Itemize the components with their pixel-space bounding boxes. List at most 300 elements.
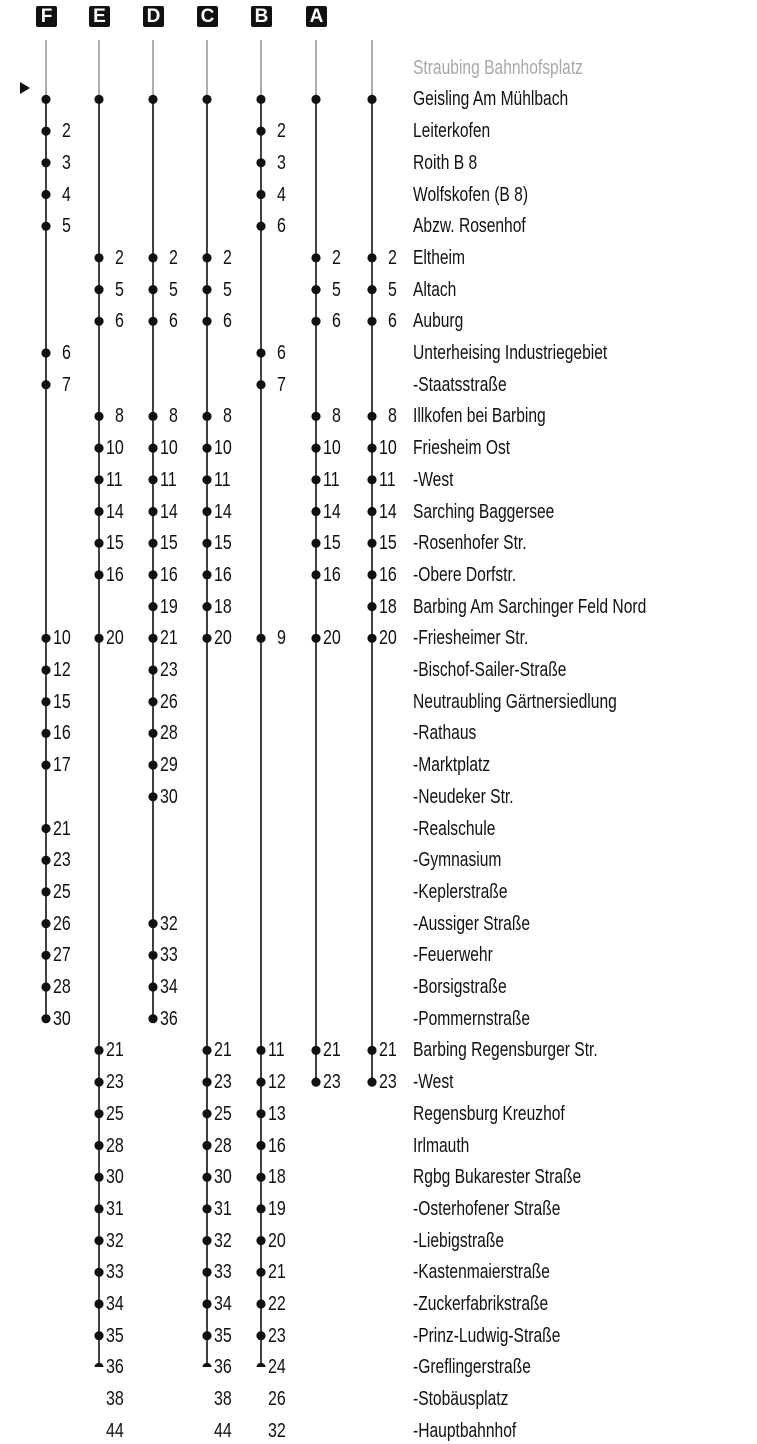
travel-time: 8 bbox=[332, 405, 341, 428]
travel-time: 15 bbox=[160, 532, 178, 555]
travel-time: 25 bbox=[106, 1102, 124, 1125]
stop-dot bbox=[256, 1299, 265, 1308]
stop-name: -Kastenmaierstraße bbox=[413, 1261, 550, 1284]
travel-time: 6 bbox=[388, 310, 397, 333]
stop-dot bbox=[202, 285, 211, 294]
travel-time: 44 bbox=[214, 1419, 232, 1442]
travel-time: 20 bbox=[379, 627, 397, 650]
stop-name: Rgbg Bukarester Straße bbox=[413, 1166, 582, 1189]
travel-time: 32 bbox=[214, 1229, 232, 1252]
stop-dot bbox=[311, 1046, 320, 1055]
stop-dot bbox=[41, 190, 50, 199]
stop-dot bbox=[367, 1046, 376, 1055]
travel-time: 27 bbox=[53, 944, 71, 967]
route-badge-d: D bbox=[143, 6, 164, 27]
travel-time: 6 bbox=[223, 310, 232, 333]
travel-time: 20 bbox=[268, 1229, 286, 1252]
stop-name: Straubing Bahnhofsplatz bbox=[413, 56, 583, 79]
travel-time: 10 bbox=[53, 627, 71, 650]
travel-time: 28 bbox=[214, 1134, 232, 1157]
stop-dot bbox=[367, 95, 376, 104]
stop-dot bbox=[256, 127, 265, 136]
travel-time: 21 bbox=[323, 1039, 341, 1062]
travel-time: 15 bbox=[379, 532, 397, 555]
travel-time: 5 bbox=[62, 215, 71, 238]
stop-dot bbox=[202, 1141, 211, 1150]
stop-dot bbox=[367, 253, 376, 262]
travel-time: 23 bbox=[379, 1071, 397, 1094]
stop-dot bbox=[202, 95, 211, 104]
stop-dot bbox=[311, 507, 320, 516]
stop-name: -West bbox=[413, 1071, 454, 1094]
travel-time: 30 bbox=[160, 785, 178, 808]
stop-dot bbox=[367, 539, 376, 548]
travel-time: 14 bbox=[106, 500, 124, 523]
stop-name: -Rosenhofer Str. bbox=[413, 532, 527, 555]
stop-dot bbox=[148, 507, 157, 516]
stop-dot bbox=[256, 1141, 265, 1150]
current-stop-marker bbox=[20, 82, 30, 94]
stop-name: Auburg bbox=[413, 310, 464, 333]
stop-name: Barbing Regensburger Str. bbox=[413, 1039, 598, 1062]
stop-dot bbox=[202, 539, 211, 548]
travel-time: 32 bbox=[106, 1229, 124, 1252]
travel-time: 22 bbox=[268, 1293, 286, 1315]
stop-dot bbox=[41, 380, 50, 389]
stop-dot bbox=[367, 317, 376, 326]
stop-name: Abzw. Rosenhof bbox=[413, 215, 526, 238]
stop-dot bbox=[148, 444, 157, 453]
stop-dot bbox=[256, 1109, 265, 1118]
travel-time: 9 bbox=[277, 627, 286, 650]
travel-time: 10 bbox=[323, 437, 341, 460]
travel-time: 24 bbox=[268, 1356, 286, 1379]
travel-time: 6 bbox=[115, 310, 124, 333]
stop-dot bbox=[202, 634, 211, 643]
stop-name: -Borsigstraße bbox=[413, 976, 507, 998]
stop-dot bbox=[94, 1236, 103, 1245]
travel-time: 30 bbox=[53, 1007, 71, 1030]
travel-time: 23 bbox=[268, 1324, 286, 1347]
stop-dot bbox=[256, 1078, 265, 1087]
route-badge-f: F bbox=[36, 6, 57, 27]
stop-dot bbox=[256, 1236, 265, 1245]
travel-time: 35 bbox=[214, 1324, 232, 1347]
stop-name: -Stobäusplatz bbox=[413, 1388, 509, 1411]
stop-dot bbox=[256, 158, 265, 167]
stop-dot bbox=[256, 1046, 265, 1055]
stop-dot bbox=[148, 253, 157, 262]
stop-dot bbox=[367, 444, 376, 453]
stop-dot bbox=[311, 444, 320, 453]
stop-dot bbox=[41, 761, 50, 770]
stop-dot bbox=[367, 475, 376, 484]
stop-dot bbox=[94, 95, 103, 104]
travel-time: 32 bbox=[160, 912, 178, 935]
stop-dot bbox=[367, 602, 376, 611]
stop-dot bbox=[41, 729, 50, 738]
travel-time: 14 bbox=[214, 500, 232, 523]
travel-time: 44 bbox=[106, 1419, 124, 1442]
stop-dot bbox=[94, 317, 103, 326]
stop-dot bbox=[311, 539, 320, 548]
travel-time: 2 bbox=[62, 120, 71, 143]
route-badge-b: B bbox=[251, 6, 272, 27]
stop-name: -Liebigstraße bbox=[413, 1229, 505, 1252]
stop-dot bbox=[148, 412, 157, 421]
stop-dot bbox=[148, 761, 157, 770]
stop-dot bbox=[94, 1268, 103, 1277]
stop-name: -Staatsstraße bbox=[413, 373, 507, 396]
stop-name: Eltheim bbox=[413, 246, 466, 269]
stop-dot bbox=[256, 1331, 265, 1340]
travel-time: 28 bbox=[106, 1134, 124, 1157]
travel-time: 15 bbox=[106, 532, 124, 555]
stop-dot bbox=[202, 602, 211, 611]
stop-dot bbox=[311, 634, 320, 643]
travel-time: 11 bbox=[106, 468, 123, 491]
stop-dot bbox=[94, 253, 103, 262]
travel-time: 12 bbox=[53, 659, 71, 681]
travel-time: 32 bbox=[268, 1419, 286, 1442]
stop-name: -Neudeker Str. bbox=[413, 785, 514, 808]
stop-dot bbox=[367, 1078, 376, 1087]
stop-dot bbox=[256, 380, 265, 389]
stop-name: -Bischof-Sailer-Straße bbox=[413, 659, 567, 681]
stop-dot bbox=[94, 1204, 103, 1213]
travel-time: 36 bbox=[160, 1007, 178, 1030]
stop-name: Friesheim Ost bbox=[413, 437, 511, 460]
travel-time: 34 bbox=[106, 1293, 124, 1315]
travel-time: 5 bbox=[332, 278, 341, 301]
travel-time: 2 bbox=[332, 246, 341, 269]
stop-dot bbox=[202, 253, 211, 262]
stop-name: -Marktplatz bbox=[413, 754, 491, 777]
stop-name: Neutraubling Gärtnersiedlung bbox=[413, 690, 617, 713]
travel-time: 10 bbox=[379, 437, 397, 460]
stop-name: Altach bbox=[413, 278, 457, 301]
travel-time: 29 bbox=[160, 754, 178, 777]
travel-time: 30 bbox=[106, 1166, 124, 1189]
travel-time: 16 bbox=[53, 722, 71, 745]
travel-time: 11 bbox=[268, 1039, 285, 1062]
travel-time: 31 bbox=[106, 1197, 124, 1220]
stop-dot bbox=[256, 222, 265, 231]
stop-dot bbox=[202, 1331, 211, 1340]
stop-dot bbox=[202, 1109, 211, 1118]
travel-time: 36 bbox=[214, 1356, 232, 1379]
stop-dot bbox=[94, 412, 103, 421]
travel-time: 16 bbox=[268, 1134, 286, 1157]
stop-dot bbox=[94, 1331, 103, 1340]
travel-time: 23 bbox=[106, 1071, 124, 1094]
stop-dot bbox=[367, 507, 376, 516]
stop-name: Illkofen bei Barbing bbox=[413, 405, 546, 428]
stop-name: Irlmauth bbox=[413, 1134, 470, 1157]
travel-time: 8 bbox=[223, 405, 232, 428]
travel-time: 5 bbox=[388, 278, 397, 301]
travel-time: 20 bbox=[106, 627, 124, 650]
stop-name: Unterheising Industriegebiet bbox=[413, 342, 608, 364]
stop-dot bbox=[94, 570, 103, 579]
stop-dot bbox=[41, 1014, 50, 1023]
travel-time: 6 bbox=[332, 310, 341, 333]
stop-dot bbox=[311, 570, 320, 579]
travel-time: 21 bbox=[53, 817, 71, 840]
stop-dot bbox=[148, 665, 157, 674]
travel-time: 12 bbox=[268, 1071, 286, 1094]
stop-dot bbox=[256, 1173, 265, 1182]
stop-dot bbox=[148, 285, 157, 294]
stop-dot bbox=[41, 665, 50, 674]
stop-name: -Prinz-Ludwig-Straße bbox=[413, 1324, 561, 1347]
travel-time: 19 bbox=[268, 1197, 286, 1220]
stop-dot bbox=[148, 602, 157, 611]
travel-time: 11 bbox=[323, 468, 340, 491]
travel-time: 8 bbox=[115, 405, 124, 428]
travel-time: 25 bbox=[214, 1102, 232, 1125]
stop-dot bbox=[94, 1046, 103, 1055]
stop-dot bbox=[148, 95, 157, 104]
stop-name: -West bbox=[413, 468, 454, 491]
travel-time: 26 bbox=[53, 912, 71, 935]
stop-dot bbox=[148, 475, 157, 484]
stop-dot bbox=[41, 158, 50, 167]
stop-dot bbox=[202, 1299, 211, 1308]
stop-dot bbox=[256, 95, 265, 104]
travel-time: 11 bbox=[160, 468, 177, 491]
stop-dot bbox=[311, 95, 320, 104]
travel-time: 3 bbox=[277, 151, 286, 174]
travel-time: 14 bbox=[160, 500, 178, 523]
stop-dot bbox=[202, 1078, 211, 1087]
stop-dot bbox=[94, 475, 103, 484]
travel-time: 2 bbox=[115, 246, 124, 269]
stop-name: Barbing Am Sarchinger Feld Nord bbox=[413, 595, 647, 618]
travel-time: 34 bbox=[214, 1293, 232, 1315]
stop-dot bbox=[94, 634, 103, 643]
stop-dot bbox=[41, 348, 50, 357]
stop-dot bbox=[311, 1078, 320, 1087]
travel-time: 18 bbox=[379, 595, 397, 618]
travel-time: 21 bbox=[214, 1039, 232, 1062]
stop-dot bbox=[41, 634, 50, 643]
travel-time: 35 bbox=[106, 1324, 124, 1347]
travel-time: 6 bbox=[169, 310, 178, 333]
stop-name: -Obere Dorfstr. bbox=[413, 563, 517, 586]
travel-time: 21 bbox=[160, 627, 178, 650]
stop-dot bbox=[311, 317, 320, 326]
travel-time: 30 bbox=[214, 1166, 232, 1189]
stop-name: Leiterkofen bbox=[413, 120, 491, 143]
route-badge-c: C bbox=[197, 6, 218, 27]
stop-name: -Pommernstraße bbox=[413, 1007, 531, 1030]
stop-dot bbox=[148, 1014, 157, 1023]
travel-time: 31 bbox=[214, 1197, 232, 1220]
stop-dot bbox=[41, 887, 50, 896]
travel-time: 15 bbox=[214, 532, 232, 555]
stop-dot bbox=[148, 539, 157, 548]
stop-dot bbox=[94, 1141, 103, 1150]
stop-dot bbox=[202, 507, 211, 516]
travel-time: 16 bbox=[214, 563, 232, 586]
travel-time: 5 bbox=[223, 278, 232, 301]
travel-time: 14 bbox=[379, 500, 397, 523]
stop-dot bbox=[311, 253, 320, 262]
stop-dot bbox=[148, 317, 157, 326]
stop-name: -Feuerwehr bbox=[413, 944, 493, 967]
stop-dot bbox=[148, 729, 157, 738]
stop-dot bbox=[94, 1078, 103, 1087]
stop-dot bbox=[256, 1363, 265, 1367]
travel-time: 10 bbox=[160, 437, 178, 460]
travel-time: 15 bbox=[323, 532, 341, 555]
travel-time: 23 bbox=[53, 849, 71, 872]
stop-dot bbox=[94, 539, 103, 548]
travel-time: 38 bbox=[106, 1388, 124, 1411]
travel-time: 8 bbox=[388, 405, 397, 428]
stop-dot bbox=[41, 919, 50, 928]
travel-time: 8 bbox=[169, 405, 178, 428]
stop-dot bbox=[148, 570, 157, 579]
travel-time: 25 bbox=[53, 880, 71, 903]
stop-name: Geisling Am Mühlbach bbox=[413, 88, 569, 111]
stop-dot bbox=[41, 222, 50, 231]
stop-dot bbox=[94, 1299, 103, 1308]
stop-dot bbox=[202, 1236, 211, 1245]
stop-dot bbox=[94, 507, 103, 516]
stop-dot bbox=[148, 697, 157, 706]
stop-dot bbox=[202, 1204, 211, 1213]
route-badge-e: E bbox=[89, 6, 110, 27]
stop-name: -Realschule bbox=[413, 817, 496, 840]
stop-dot bbox=[202, 1046, 211, 1055]
travel-time: 6 bbox=[277, 342, 286, 364]
travel-time: 16 bbox=[160, 563, 178, 586]
stop-dot bbox=[202, 1173, 211, 1182]
travel-time: 14 bbox=[323, 500, 341, 523]
travel-time: 2 bbox=[388, 246, 397, 269]
stop-dot bbox=[202, 1363, 211, 1367]
travel-time: 28 bbox=[160, 722, 178, 745]
stop-dot bbox=[94, 1173, 103, 1182]
stop-name: -Rathaus bbox=[413, 722, 477, 745]
stop-dot bbox=[94, 444, 103, 453]
stop-dot bbox=[41, 856, 50, 865]
stop-dot bbox=[367, 412, 376, 421]
stop-name: Wolfskofen (B 8) bbox=[413, 183, 529, 206]
travel-time: 10 bbox=[214, 437, 232, 460]
stop-dot bbox=[256, 1268, 265, 1277]
travel-time: 33 bbox=[160, 944, 178, 967]
stop-name: Roith B 8 bbox=[413, 151, 478, 174]
travel-time: 16 bbox=[323, 563, 341, 586]
stop-dot bbox=[311, 412, 320, 421]
stop-name: -Greflingerstraße bbox=[413, 1356, 531, 1379]
stop-name: -Keplerstraße bbox=[413, 880, 508, 903]
travel-time: 38 bbox=[214, 1388, 232, 1411]
stop-dot bbox=[202, 317, 211, 326]
stop-name: -Zuckerfabrikstraße bbox=[413, 1293, 549, 1315]
stop-name: -Hauptbahnhof bbox=[413, 1419, 517, 1442]
stop-dot bbox=[256, 634, 265, 643]
travel-time: 16 bbox=[379, 563, 397, 586]
stop-dot bbox=[41, 95, 50, 104]
travel-time: 36 bbox=[106, 1356, 124, 1379]
travel-time: 19 bbox=[160, 595, 178, 618]
travel-time: 21 bbox=[106, 1039, 124, 1062]
stop-dot bbox=[256, 348, 265, 357]
stop-dot bbox=[41, 951, 50, 960]
travel-time: 20 bbox=[214, 627, 232, 650]
stop-name: Regensburg Kreuzhof bbox=[413, 1102, 565, 1125]
stop-dot bbox=[202, 570, 211, 579]
travel-time: 26 bbox=[268, 1388, 286, 1411]
stop-dot bbox=[367, 570, 376, 579]
travel-time: 18 bbox=[268, 1166, 286, 1189]
travel-time: 7 bbox=[62, 373, 71, 396]
travel-time: 2 bbox=[223, 246, 232, 269]
stop-dot bbox=[202, 412, 211, 421]
travel-time: 21 bbox=[268, 1261, 286, 1284]
travel-time: 15 bbox=[53, 690, 71, 713]
stop-dot bbox=[311, 475, 320, 484]
stop-dot bbox=[41, 127, 50, 136]
stop-name: -Aussiger Straße bbox=[413, 912, 531, 935]
travel-time: 20 bbox=[323, 627, 341, 650]
travel-time: 6 bbox=[277, 215, 286, 238]
travel-time: 17 bbox=[53, 754, 71, 777]
travel-time: 11 bbox=[379, 468, 396, 491]
travel-time: 34 bbox=[160, 976, 178, 998]
stop-dot bbox=[41, 824, 50, 833]
stop-dot bbox=[94, 1363, 103, 1367]
travel-time: 2 bbox=[169, 246, 178, 269]
stop-dot bbox=[94, 285, 103, 294]
travel-time: 11 bbox=[214, 468, 231, 491]
stop-dot bbox=[148, 634, 157, 643]
travel-time: 26 bbox=[160, 690, 178, 713]
stop-dot bbox=[148, 792, 157, 801]
route-badge-a: A bbox=[306, 6, 327, 27]
travel-time: 23 bbox=[323, 1071, 341, 1094]
travel-time: 10 bbox=[106, 437, 124, 460]
stop-dot bbox=[148, 919, 157, 928]
stop-dot bbox=[202, 475, 211, 484]
travel-time: 5 bbox=[115, 278, 124, 301]
travel-time: 2 bbox=[277, 120, 286, 143]
travel-time: 33 bbox=[214, 1261, 232, 1284]
stop-dot bbox=[367, 634, 376, 643]
travel-time: 21 bbox=[379, 1039, 397, 1062]
travel-time: 28 bbox=[53, 976, 71, 998]
stop-name: -Friesheimer Str. bbox=[413, 627, 529, 650]
travel-time: 5 bbox=[169, 278, 178, 301]
travel-time: 18 bbox=[214, 595, 232, 618]
stop-dot bbox=[202, 444, 211, 453]
travel-time: 23 bbox=[214, 1071, 232, 1094]
stop-dot bbox=[148, 982, 157, 991]
stop-dot bbox=[41, 982, 50, 991]
travel-time: 16 bbox=[106, 563, 124, 586]
travel-time: 4 bbox=[62, 183, 71, 206]
travel-time: 23 bbox=[160, 659, 178, 681]
travel-time: 4 bbox=[277, 183, 286, 206]
travel-time: 6 bbox=[62, 342, 71, 364]
travel-time: 3 bbox=[62, 151, 71, 174]
stop-dot bbox=[311, 285, 320, 294]
stop-dot bbox=[94, 1109, 103, 1118]
